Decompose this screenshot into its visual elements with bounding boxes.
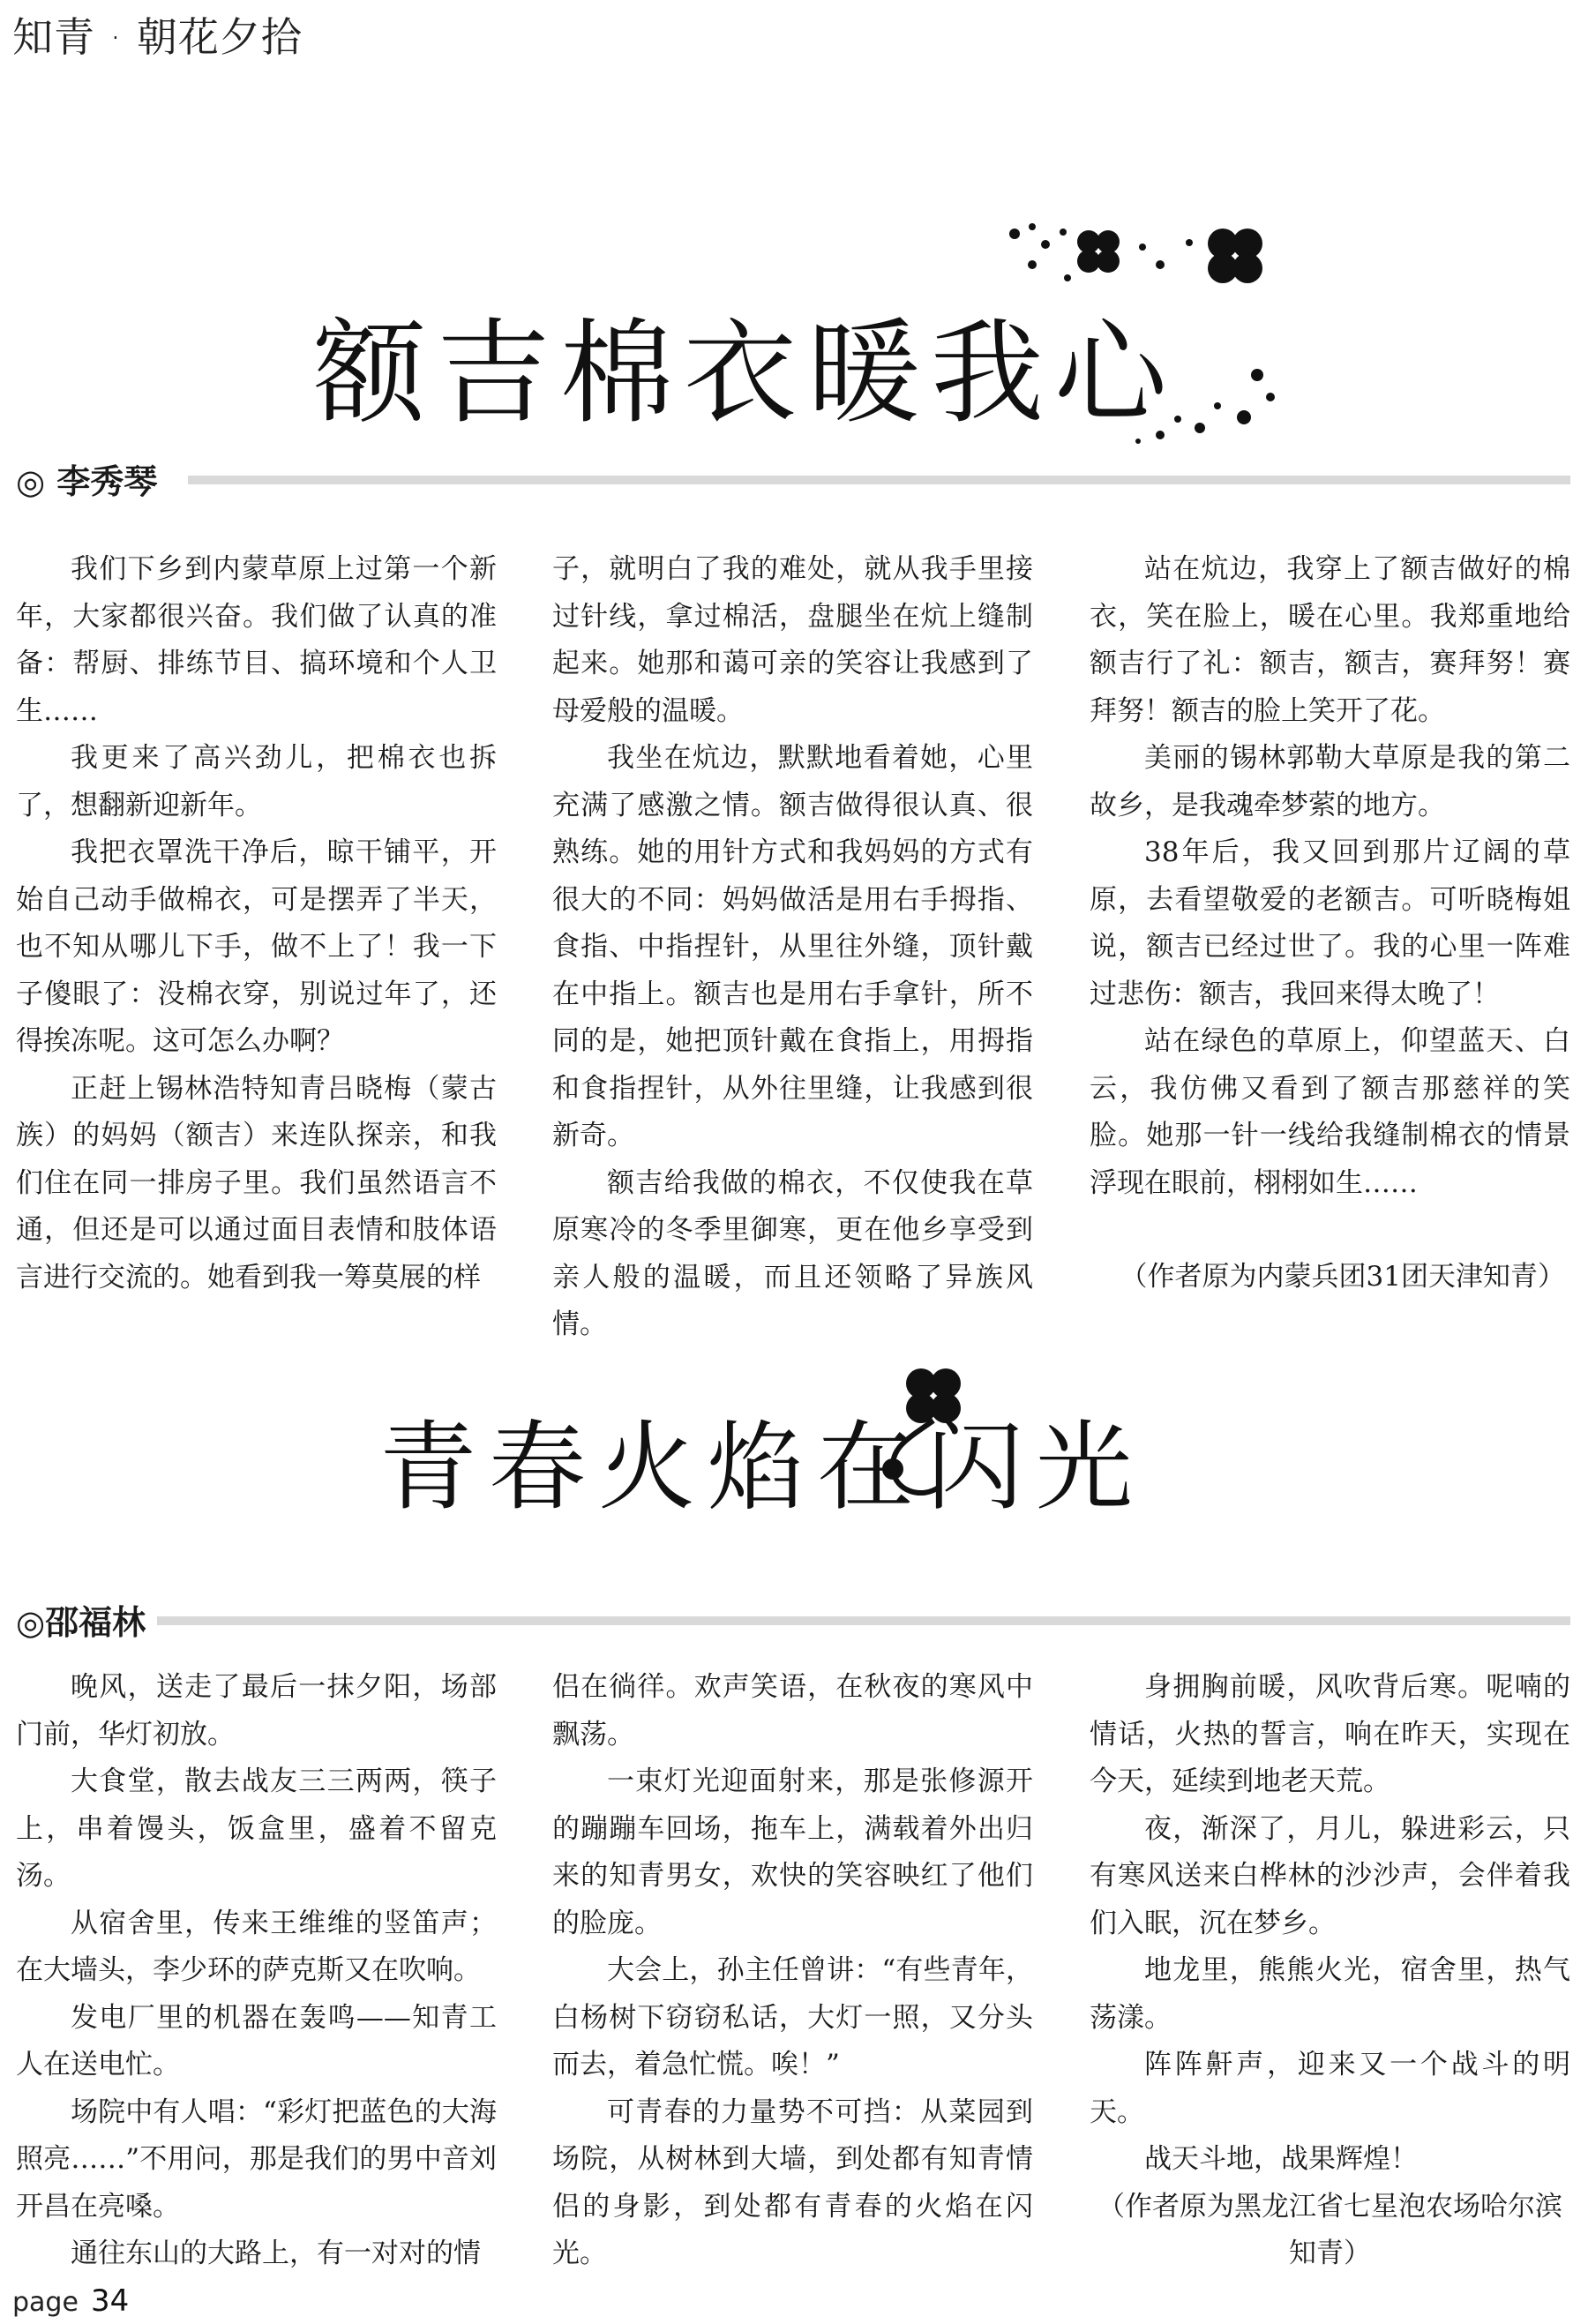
paragraph: 我把衣罩洗干净后，晾干铺平，开始自己动手做棉衣，可是摆弄了半天，也不知从哪儿下手，做不上了！我一下子傻眼了：没棉衣穿，别说过年了，还得挨冻呢。这可怎么办啊？ — [16, 836, 497, 1057]
article2-title: 青春火焰在闪光 — [379, 1411, 1145, 1524]
article1-column-1 — [16, 546, 497, 1301]
paragraph: 大会上，孙主任曾讲：“有些青年，白杨树下窃窃私话，大灯一照，又分头而去，着急忙慌。唉！” — [552, 1954, 1033, 2080]
paragraph: 额吉给我做的棉衣，不仅使我在草原寒冷的冬季里御寒，更在他乡享受到亲人般的温暖，而且还领略了异族风情。 — [552, 1166, 1033, 1340]
article1-author: ◎ 李秀琴 — [16, 462, 158, 501]
article2-column-2 — [552, 1664, 1033, 2278]
article2-author-row — [16, 1595, 1570, 1642]
paragraph: 美丽的锡林郭勒大草原是我的第二故乡，是我魂牵梦萦的地方。 — [1090, 742, 1570, 821]
paragraph: 我坐在炕边，默默地看着她，心里充满了感激之情。额吉做得很认真、很熟练。她的用针方式和我妈妈的方式有很大的不同：妈妈做活是用右手拇指、食指、中指捏针，从里往外缝，顶针戴在中指上。额吉也是用右手拿针，所不同的是，她把顶针戴在食指上，用拇指和食指捏针，从外往里缝，让我感到很新奇。 — [552, 742, 1033, 1151]
divider — [188, 476, 1570, 484]
paragraph: 38年后，我又回到那片辽阔的草原，去看望敬爱的老额吉。可听晓梅姐说，额吉已经过世了。我的心里一阵难过悲伤：额吉，我回来得太晚了！ — [1090, 836, 1570, 1010]
paragraph: 站在绿色的草原上，仰望蓝天、白云，我仿佛又看到了额吉那慈祥的笑脸。她那一针一线给我缝制棉衣的情景浮现在眼前，栩栩如生…… — [1090, 1025, 1570, 1199]
page-label: page — [12, 2287, 79, 2318]
paragraph: 一束灯光迎面射来，那是张修源开的蹦蹦车回场，拖车上，满载着外出归来的知青男女，欢快的笑容映红了他们的脸庞。 — [552, 1765, 1033, 1939]
divider — [157, 1616, 1570, 1625]
paragraph: 大食堂，散去战友三三两两，筷子上，串着馒头，饭盒里，盛着不留克汤。 — [16, 1765, 497, 1892]
article1-byline: （作者原为内蒙兵团31团天津知青） — [1120, 1261, 1565, 1293]
paragraph: 场院中有人唱：“彩灯把蓝色的大海照亮……”不用问，那是我们的男中音刘开昌在亮嗓。 — [16, 2095, 497, 2223]
page-number: 34 — [90, 2283, 130, 2319]
paragraph: 站在炕边，我穿上了额吉做好的棉衣，笑在脸上，暖在心里。我郑重地给额吉行了礼：额吉，额吉，赛拜努！赛拜努！额吉的脸上笑开了花。 — [1090, 553, 1570, 727]
article1-author-row — [16, 454, 1570, 499]
article2-column-1 — [16, 1664, 497, 2278]
paragraph: 从宿舍里，传来王维维的竖笛声；在大墙头，李少环的萨克斯又在吹响。 — [16, 1907, 497, 1986]
article1-column-3 — [1090, 546, 1570, 1301]
article1-title: 额吉棉衣暖我心 — [313, 308, 1179, 439]
paragraph: 夜，渐深了，月儿，躲进彩云，只有寒风送来白桦林的沙沙声，会伴着我们入眠，沉在梦乡。 — [1090, 1812, 1570, 1939]
paragraph: 子，就明白了我的难处，就从我手里接过针线，拿过棉活，盘腿坐在炕上缝制起来。她那和蔼可亲的笑容让我感到了母爱般的温暖。 — [552, 553, 1033, 727]
paragraph: 侣在徜徉。欢声笑语，在秋夜的寒风中飘荡。 — [552, 1671, 1033, 1750]
article2-column-3 — [1090, 1664, 1570, 2278]
paragraph: 我更来了高兴劲儿，把棉衣也拆了，想翻新迎新年。 — [16, 742, 497, 821]
paragraph: 我们下乡到内蒙草原上过第一个新年，大家都很兴奋。我们做了认真的准备：帮厨、排练节目、搞环境和个人卫生…… — [16, 553, 497, 727]
article1-column-2 — [552, 546, 1033, 1349]
paragraph: 战天斗地，战果辉煌！ — [1144, 2143, 1418, 2175]
section-label: 知青 · 朝花夕拾 — [12, 13, 303, 61]
paragraph: 发电厂里的机器在轰鸣——知青工人在送电忙。 — [16, 2001, 497, 2080]
paragraph: 地龙里，熊熊火光，宿舍里，热气荡漾。 — [1090, 1954, 1570, 2034]
paragraph: 通往东山的大路上，有一对对的情 — [71, 2238, 481, 2269]
paragraph: 晚风，送走了最后一抹夕阳，场部门前，华灯初放。 — [16, 1671, 497, 1750]
paragraph: 阵阵鼾声，迎来又一个战斗的明天。 — [1090, 2049, 1570, 2128]
article2-author: ◎邵福林 — [16, 1603, 146, 1642]
paragraph: 可青春的力量势不可挡：从菜园到场院，从树林到大墙，到处都有知青情侣的身影，到处都有青春的火焰在闪光。 — [552, 2095, 1033, 2269]
page-footer — [12, 2283, 129, 2319]
paragraph: 正赶上锡林浩特知青吕晓梅（蒙古族）的妈妈（额吉）来连队探亲，和我们住在同一排房子里。我们虽然语言不通，但还是可以通过面目表情和肢体语言进行交流的。她看到我一筹莫展的样 — [16, 1072, 497, 1293]
paragraph: 身拥胸前暖，风吹背后寒。呢喃的情话，火热的誓言，响在昨天，实现在今天，延续到地老天荒。 — [1090, 1671, 1570, 1797]
article2-byline: （作者原为黑龙江省七星泡农场哈尔滨知青） — [1097, 2190, 1562, 2269]
